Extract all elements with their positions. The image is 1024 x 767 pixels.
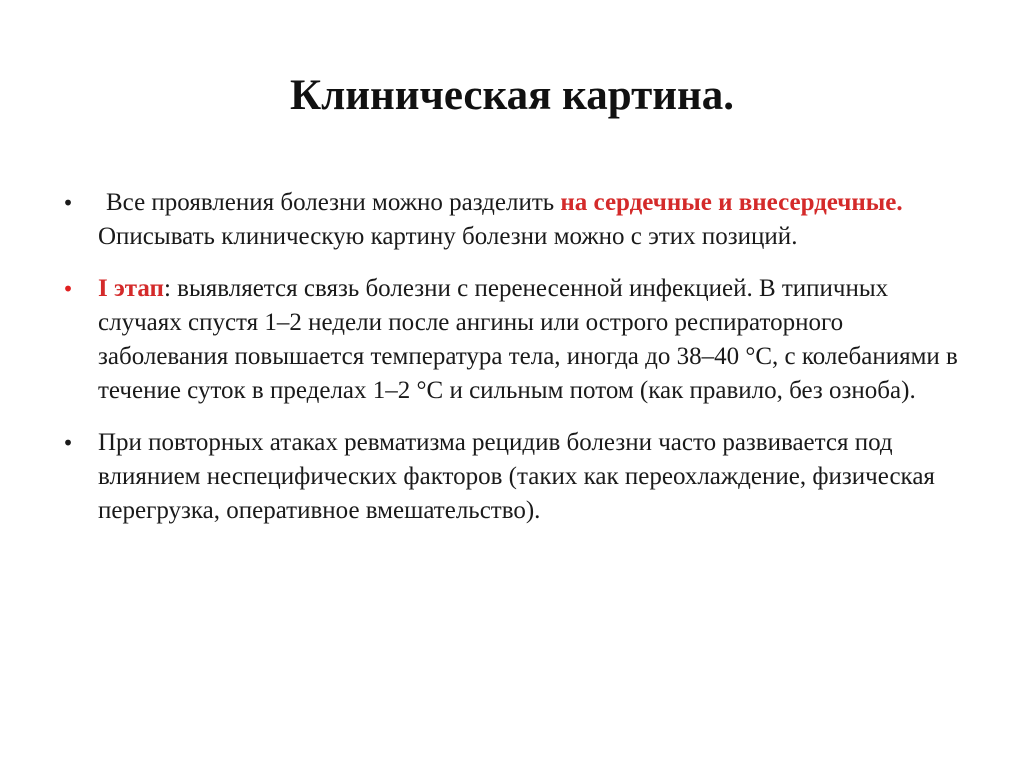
- bullet-text-after: : выявляется связь болезни с перенесенной инфекцией. В типичных случаях спустя 1–2 недели после ангины или острого респираторного заболевания повышается температура тела, иногда до 38–40 °С, с колебаниями в течение суток в пределах 1–2 °С и сильным потом (как правило, без озноба).: [98, 275, 958, 404]
- bullet-highlight-stage: I этап: [98, 275, 164, 302]
- bullet-item-stage-one: [58, 272, 968, 408]
- slide-title: Клиническая картина.: [289, 72, 735, 119]
- bullet-text-before: Все проявления болезни можно разделить: [106, 189, 561, 216]
- bullet-marker: •: [62, 191, 74, 215]
- bullet-item-relapse: [58, 426, 968, 528]
- bullet-list: [58, 186, 968, 528]
- bullet-item-overview: [58, 186, 968, 254]
- bullet-highlight-cardiac: на сердечные и внесердечные.: [560, 189, 903, 216]
- bullet-text: При повторных атаках ревматизма рецидив болезни часто развивается под влиянием неспецифических факторов (таких как переохлаждение, физическая перегрузка, оперативное вмешательство).: [98, 429, 935, 524]
- bullet-marker: •: [62, 431, 74, 455]
- bullet-marker: •: [62, 277, 74, 301]
- bullet-text-after: Описывать клиническую картину болезни можно с этих позиций.: [98, 223, 798, 250]
